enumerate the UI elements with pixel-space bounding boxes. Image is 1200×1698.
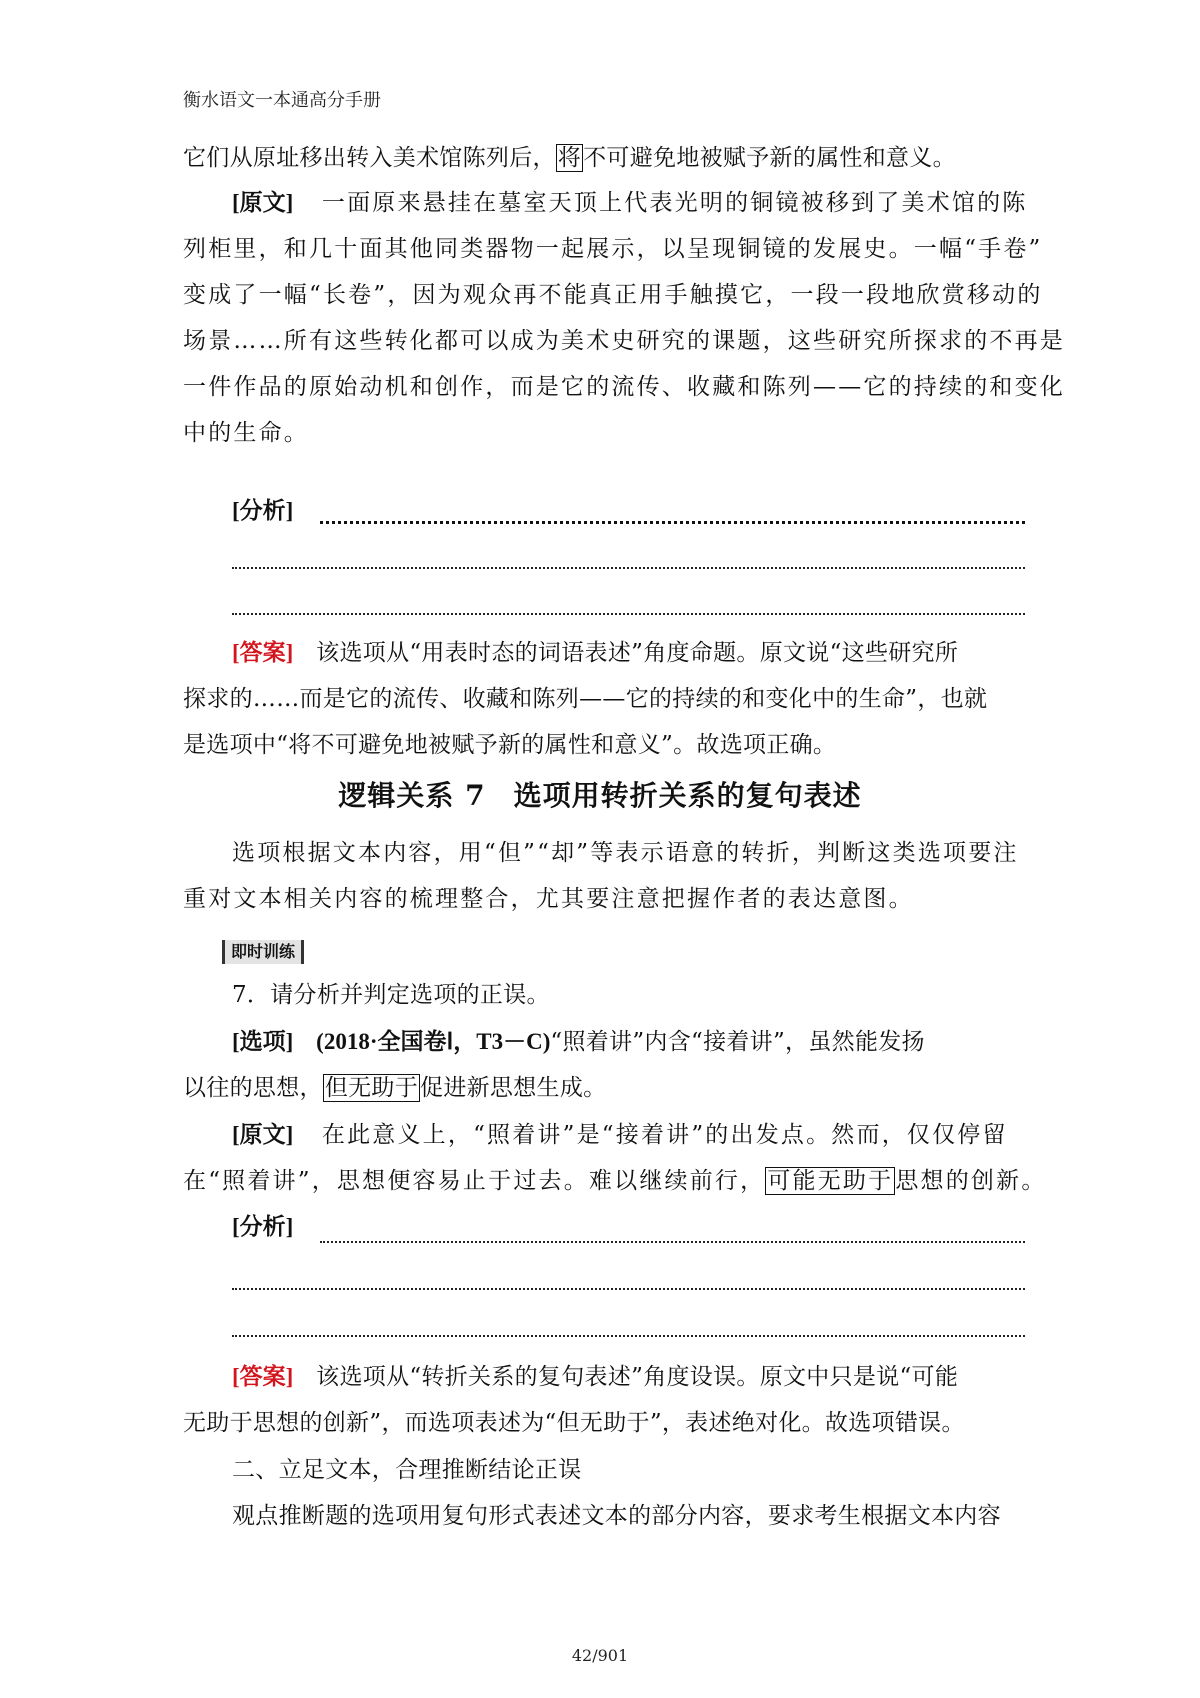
text-segment: 在此意义上，“照着讲”是“接着讲”的出发点。然而，仅仅停留 xyxy=(321,1122,1008,1148)
daan-label: [答案] xyxy=(232,1364,294,1389)
xuanxiang-line-2 xyxy=(183,1073,1025,1103)
text-segment: 促进新思想生成。 xyxy=(420,1075,607,1101)
page-header: 衡水语文一本通高分手册 xyxy=(183,90,381,111)
text-segment: 在“照着讲”，思想便容易止于过去。难以继续前行， xyxy=(183,1168,766,1194)
daan2-line-1 xyxy=(232,1362,1025,1392)
text-segment: 一面原来悬挂在墓室天顶上代表光明的铜镜被移到了美术馆的陈 xyxy=(321,190,1028,216)
section-heading xyxy=(0,778,1200,814)
fenxi-label-text: [分析] xyxy=(232,498,294,523)
text-segment: 它们从原址移出转入美术馆陈列后， xyxy=(183,145,556,171)
daan-label: [答案] xyxy=(232,640,294,665)
answer-line xyxy=(232,1335,1025,1337)
daan-line-3: 是选项中“将不可避免地被赋予新的属性和意义”。故选项正确。 xyxy=(183,732,837,758)
part2-line-1: 观点推断题的选项用复句形式表述文本的部分内容，要求考生根据文本内容 xyxy=(232,1503,1001,1529)
practice-badge: 即时训练 xyxy=(222,940,304,964)
yuanwen-line-5: 一件作品的原始动机和创作，而是它的流传、收藏和陈列——它的持续的和变化 xyxy=(183,374,1065,400)
part2-heading: 二、立足文本，合理推断结论正误 xyxy=(232,1457,582,1483)
yuanwen-line-4: 场景……所有这些转化都可以成为美术史研究的课题，这些研究所探求的不再是 xyxy=(183,328,1065,354)
fenxi-label-text: [分析] xyxy=(232,1214,294,1239)
intro-line-2: 重对文本相关内容的梳理整合，尤其要注意把握作者的表达意图。 xyxy=(183,886,914,912)
text-segment: 该选项从“用表时态的词语表述”角度命题。原文说“这些研究所 xyxy=(316,640,959,666)
yuanwen2-line-1 xyxy=(232,1120,1025,1150)
yuanwen2-line-2 xyxy=(183,1166,1047,1196)
yuanwen-line-1 xyxy=(232,188,1028,218)
boxed-keyword: 可能无助于 xyxy=(767,1168,894,1194)
yuanwen-line-2: 列柜里，和几十面其他同类器物一起展示，以呈现铜镜的发展史。一幅“手卷” xyxy=(183,236,1043,262)
answer-line xyxy=(232,567,1025,569)
option-continuation-line xyxy=(183,143,1025,173)
answer-line xyxy=(320,521,1025,524)
answer-line xyxy=(232,1288,1025,1290)
text-segment: “照着讲”内含“接着讲”，虽然能发扬 xyxy=(550,1029,925,1055)
text-segment: 不可避免地被赋予新的属性和意义。 xyxy=(583,145,956,171)
xuanxiang-label: [选项] xyxy=(232,1029,294,1054)
yuanwen-line-3: 变成了一幅“长卷”，因为观众再不能真正用手触摸它，一段一段地欣赏移动的 xyxy=(183,282,1043,308)
text-segment: 思想的创新。 xyxy=(895,1168,1047,1194)
yuanwen-label: [原文] xyxy=(232,1122,294,1147)
daan-line-1 xyxy=(232,638,1025,668)
section-title: 逻辑关系 7 xyxy=(338,779,486,812)
daan2-line-2: 无助于思想的创新”，而选项表述为“但无助于”，表述绝对化。故选项错误。 xyxy=(183,1410,965,1436)
fenxi2-label xyxy=(232,1212,1025,1242)
intro-line-1: 选项根据文本内容，用“但”“却”等表示语意的转折，判断这类选项要注 xyxy=(232,840,1019,866)
xuanxiang-source: (2018·全国卷Ⅰ，T3－C) xyxy=(316,1029,551,1054)
daan-line-2: 探求的……而是它的流传、收藏和陈列——它的持续的和变化中的生命”，也就 xyxy=(183,686,988,712)
section-subtitle: 选项用转折关系的复句表述 xyxy=(513,779,862,812)
page-number: 42/901 xyxy=(571,1646,629,1665)
answer-line xyxy=(320,1241,1025,1243)
question-7: 7．请分析并判定选项的正误。 xyxy=(232,982,550,1008)
yuanwen-line-6: 中的生命。 xyxy=(183,420,309,446)
xuanxiang-line-1 xyxy=(232,1027,1025,1057)
text-segment: 以往的思想， xyxy=(183,1075,323,1101)
answer-line xyxy=(232,613,1025,615)
text-segment: 该选项从“转折关系的复句表述”角度设误。原文中只是说“可能 xyxy=(316,1364,959,1390)
boxed-keyword: 将 xyxy=(557,145,582,171)
boxed-keyword: 但无助于 xyxy=(324,1075,419,1101)
yuanwen-label: [原文] xyxy=(232,190,294,215)
